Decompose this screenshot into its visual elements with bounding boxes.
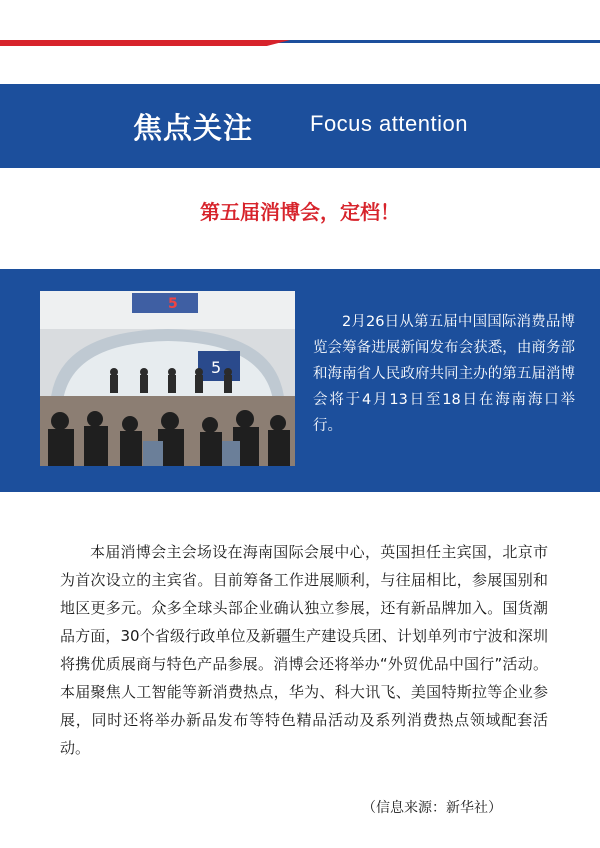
article-body: 本届消博会主会场设在海南国际会展中心，英国担任主宾国，北京市为首次设立的主宾省。目前筹备工作进展顺利，与往届相比，参展国别和地区更多元。众多全球头部企业确认独立参展，还有新品牌加入。国货潮品方面，30个省级行政单位及新疆生产建设兵团、计划单列市宁波和深圳将携优质展商与特色产品参展。消博会还将举办“外贸优品中国行”活动。本届聚焦人工智能等新消费热点，华为、科大讯飞、美国特斯拉等企业参展，同时还将举办新品发布等特色精品活动及系列消费热点领域配套活动。 [60,543,548,757]
section-banner [0,84,600,168]
header-rule-red [0,40,290,46]
press-conference-image [40,291,295,466]
article-intro: 2月26日从第五届中国国际消费品博览会筹备进展新闻发布会获悉，由商务部和海南省人民政府共同主办的第五届消博会将于4月13日至18日在海南海口举行。 [313,314,575,434]
press-conference-photo [40,291,295,466]
svg-text:5: 5 [168,296,178,312]
svg-text:5: 5 [211,358,222,377]
photo-panel [0,269,600,492]
section-title-en: Focus attention [310,111,468,136]
article-headline: 第五届消博会，定档！ [200,200,400,224]
section-title-cn: 焦点关注 [133,111,254,145]
article-source: （信息来源：新华社） [362,800,502,816]
